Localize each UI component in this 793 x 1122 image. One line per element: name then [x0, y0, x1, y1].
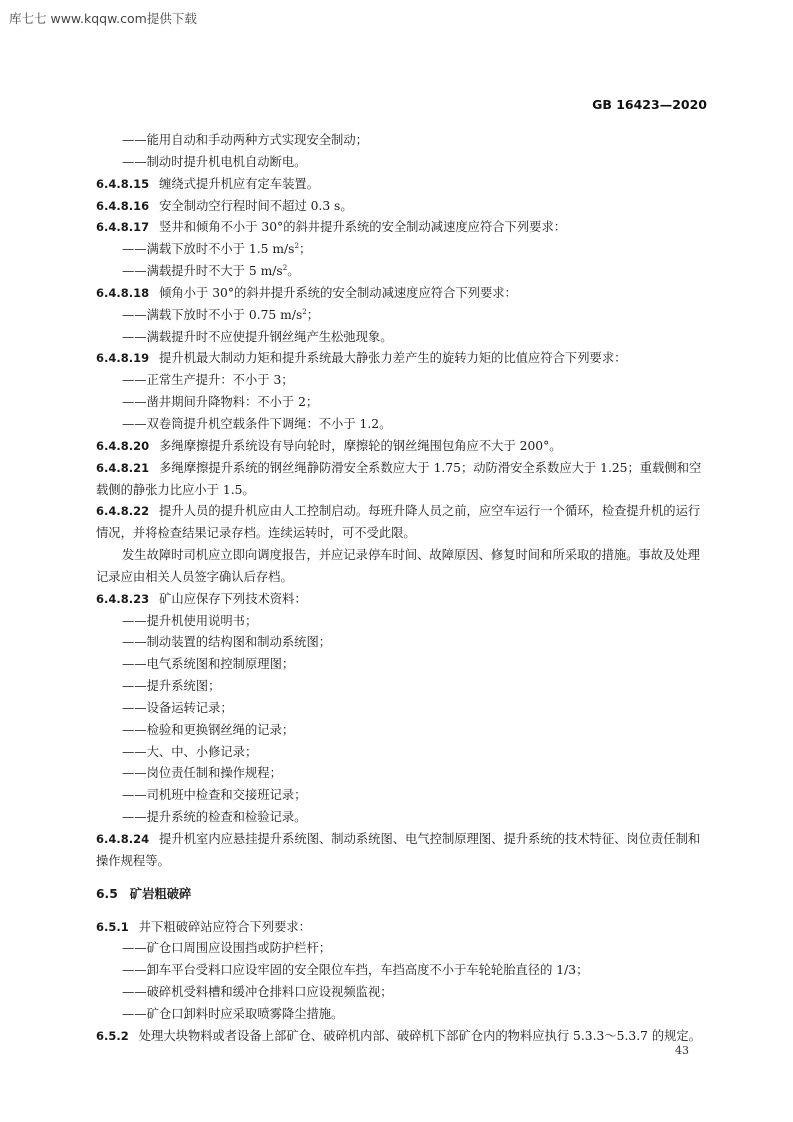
clause-6-4-8-19	[96, 348, 708, 370]
list-item	[96, 239, 708, 261]
list-item: ——卸车平台受料口应设牢固的安全限位车挡，车挡高度不小于车轮轮胎直径的 1/3；	[122, 963, 589, 978]
clause-number: 6.4.8.21	[96, 460, 150, 475]
clause-number: 6.4.8.18	[96, 285, 150, 300]
list-item	[96, 261, 708, 283]
clause-number: 6.4.8.23	[96, 591, 150, 606]
list-item-punct: ；	[298, 242, 312, 257]
clause-6-4-8-22	[96, 501, 708, 545]
clause-number: 6.4.8.19	[96, 351, 150, 366]
list-item: ——岗位责任制和操作规程；	[122, 766, 282, 781]
clause-6-4-8-17	[96, 217, 708, 239]
clause-number: 6.4.8.16	[96, 198, 150, 213]
clause-paragraph	[96, 545, 708, 589]
list-item: ——电气系统图和控制原理图；	[122, 657, 295, 672]
clause-6-4-8-24	[96, 829, 708, 873]
superscript: 2	[302, 307, 307, 316]
clause-6-4-8-21	[96, 458, 708, 502]
clause-number: 6.4.8.15	[96, 176, 150, 191]
clause-number: 6.4.8.17	[96, 220, 150, 235]
list-item-text: ——满载下放时不小于 1.5 m/s	[122, 242, 295, 257]
list-item: ——矿仓口卸料时应采取喷雾降尘措施。	[122, 1006, 344, 1021]
clause-text: 矿山应保存下列技术资料：	[159, 591, 307, 606]
list-item: ——双卷筒提升机空载条件下调绳：不小于 1.2。	[122, 416, 392, 431]
list-item: ——司机班中检查和交接班记录；	[122, 788, 307, 803]
clause-6-4-8-15	[96, 174, 708, 196]
list-item: ——正常生产提升：不小于 3；	[122, 373, 294, 388]
section-heading-6-5	[96, 884, 708, 906]
clause-text: 提升机最大制动力矩和提升系统最大静张力差产生的旋转力矩的比值应符合下列要求：	[159, 351, 627, 366]
clause-6-5-2	[96, 1026, 708, 1048]
list-item: ——提升系统图；	[122, 679, 221, 694]
clause-text: 提升机室内应悬挂提升系统图、制动系统图、电气控制原理图、提升系统的技术特征、岗位责任制和操作规程等。	[96, 832, 701, 868]
list-item: ——大、中、小修记录；	[122, 744, 258, 759]
clause-text: 倾角小于 30°的斜井提升系统的安全制动减速度应符合下列要求：	[159, 285, 517, 300]
list-item-punct: 。	[287, 264, 300, 279]
list-item: ——凿井期间升降物料：不小于 2；	[122, 395, 319, 410]
clause-6-4-8-20	[96, 436, 708, 458]
clause-number: 6.4.8.24	[96, 832, 150, 846]
clause-number: 6.4.8.22	[96, 504, 150, 519]
page-number: 43	[675, 1044, 689, 1057]
list-item: ——提升机使用说明书；	[122, 613, 258, 628]
clause-text: 安全制动空行程时间不超过 0.3 s。	[159, 198, 353, 213]
standard-code: GB 16423—2020	[592, 97, 707, 112]
list-item: ——检验和更换钢丝绳的记录；	[122, 722, 295, 737]
list-item-punct: ；	[306, 307, 320, 322]
watermark-text: 库七七 www.kqqw.com提供下载	[9, 11, 197, 26]
clause-text: 处理大块物料或者设备上部矿仓、破碎机内部、破碎机下部矿仓内的物料应执行 5.3.3～5.3.7 的规定。	[138, 1028, 702, 1043]
clause-6-4-8-18	[96, 283, 708, 305]
list-item: ——能用自动和手动两种方式实现安全制动；	[122, 133, 368, 147]
list-item-text: ——满载提升时不大于 5 m/s	[122, 264, 283, 279]
list-item: ——制动装置的结构图和制动系统图；	[122, 635, 332, 650]
clause-number: 6.5.1	[96, 919, 129, 934]
clause-text: 提升人员的提升机应由人工控制启动。每班升降人员之前，应空车运行一个循环，检查提升机的运行情况，并将检查结果记录存档。连续运转时，可不受此限。	[96, 504, 701, 541]
list-item: ——破碎机受料槽和缓冲仓排料口应设视频监视；	[122, 985, 393, 1000]
document-body	[96, 130, 708, 1048]
clause-text: 多绳摩擦提升系统设有导向轮时，摩擦轮的钢丝绳围包角应不大于 200°。	[159, 438, 562, 453]
clause-number: 6.4.8.20	[96, 438, 150, 453]
list-item: ——矿仓口周围应设围挡或防护栏杆；	[122, 941, 332, 956]
clause-6-4-8-16	[96, 196, 708, 218]
clause-6-5-1	[96, 917, 708, 939]
clause-text: 缠绕式提升机应有定车装置。	[159, 176, 319, 191]
section-title: 矿岩粗破碎	[129, 886, 192, 901]
list-item-text: ——满载下放时不小于 0.75 m/s	[122, 307, 303, 322]
list-item	[96, 305, 708, 327]
clause-text: 多绳摩擦提升系统的钢丝绳静防滑安全系数应大于 1.75；动防滑安全系数应大于 1.25；重载侧和空载侧的静张力比应小于 1.5。	[96, 460, 702, 497]
clause-6-4-8-23	[96, 589, 708, 611]
clause-text: 井下粗破碎站应符合下列要求：	[138, 919, 311, 934]
clause-text: 竖井和倾角不小于 30°的斜井提升系统的安全制动减速度应符合下列要求：	[159, 220, 567, 235]
list-item: ——设备运转记录；	[122, 700, 233, 715]
superscript: 2	[294, 242, 299, 251]
superscript: 2	[282, 263, 288, 272]
list-item: ——提升系统的检查和检验记录。	[122, 810, 307, 825]
paragraph-text: 发生故障时司机应立即向调度报告，并应记录停车时间、故障原因、修复时间和所采取的措施。事故及处理记录应由相关人员签字确认后存档。	[96, 548, 700, 584]
list-item: ——满载提升时不应使提升钢丝绳产生松弛现象。	[122, 329, 393, 344]
clause-number: 6.5.2	[96, 1028, 129, 1043]
section-number: 6.5	[96, 886, 118, 901]
list-item: ——制动时提升机电机自动断电。	[122, 154, 307, 169]
